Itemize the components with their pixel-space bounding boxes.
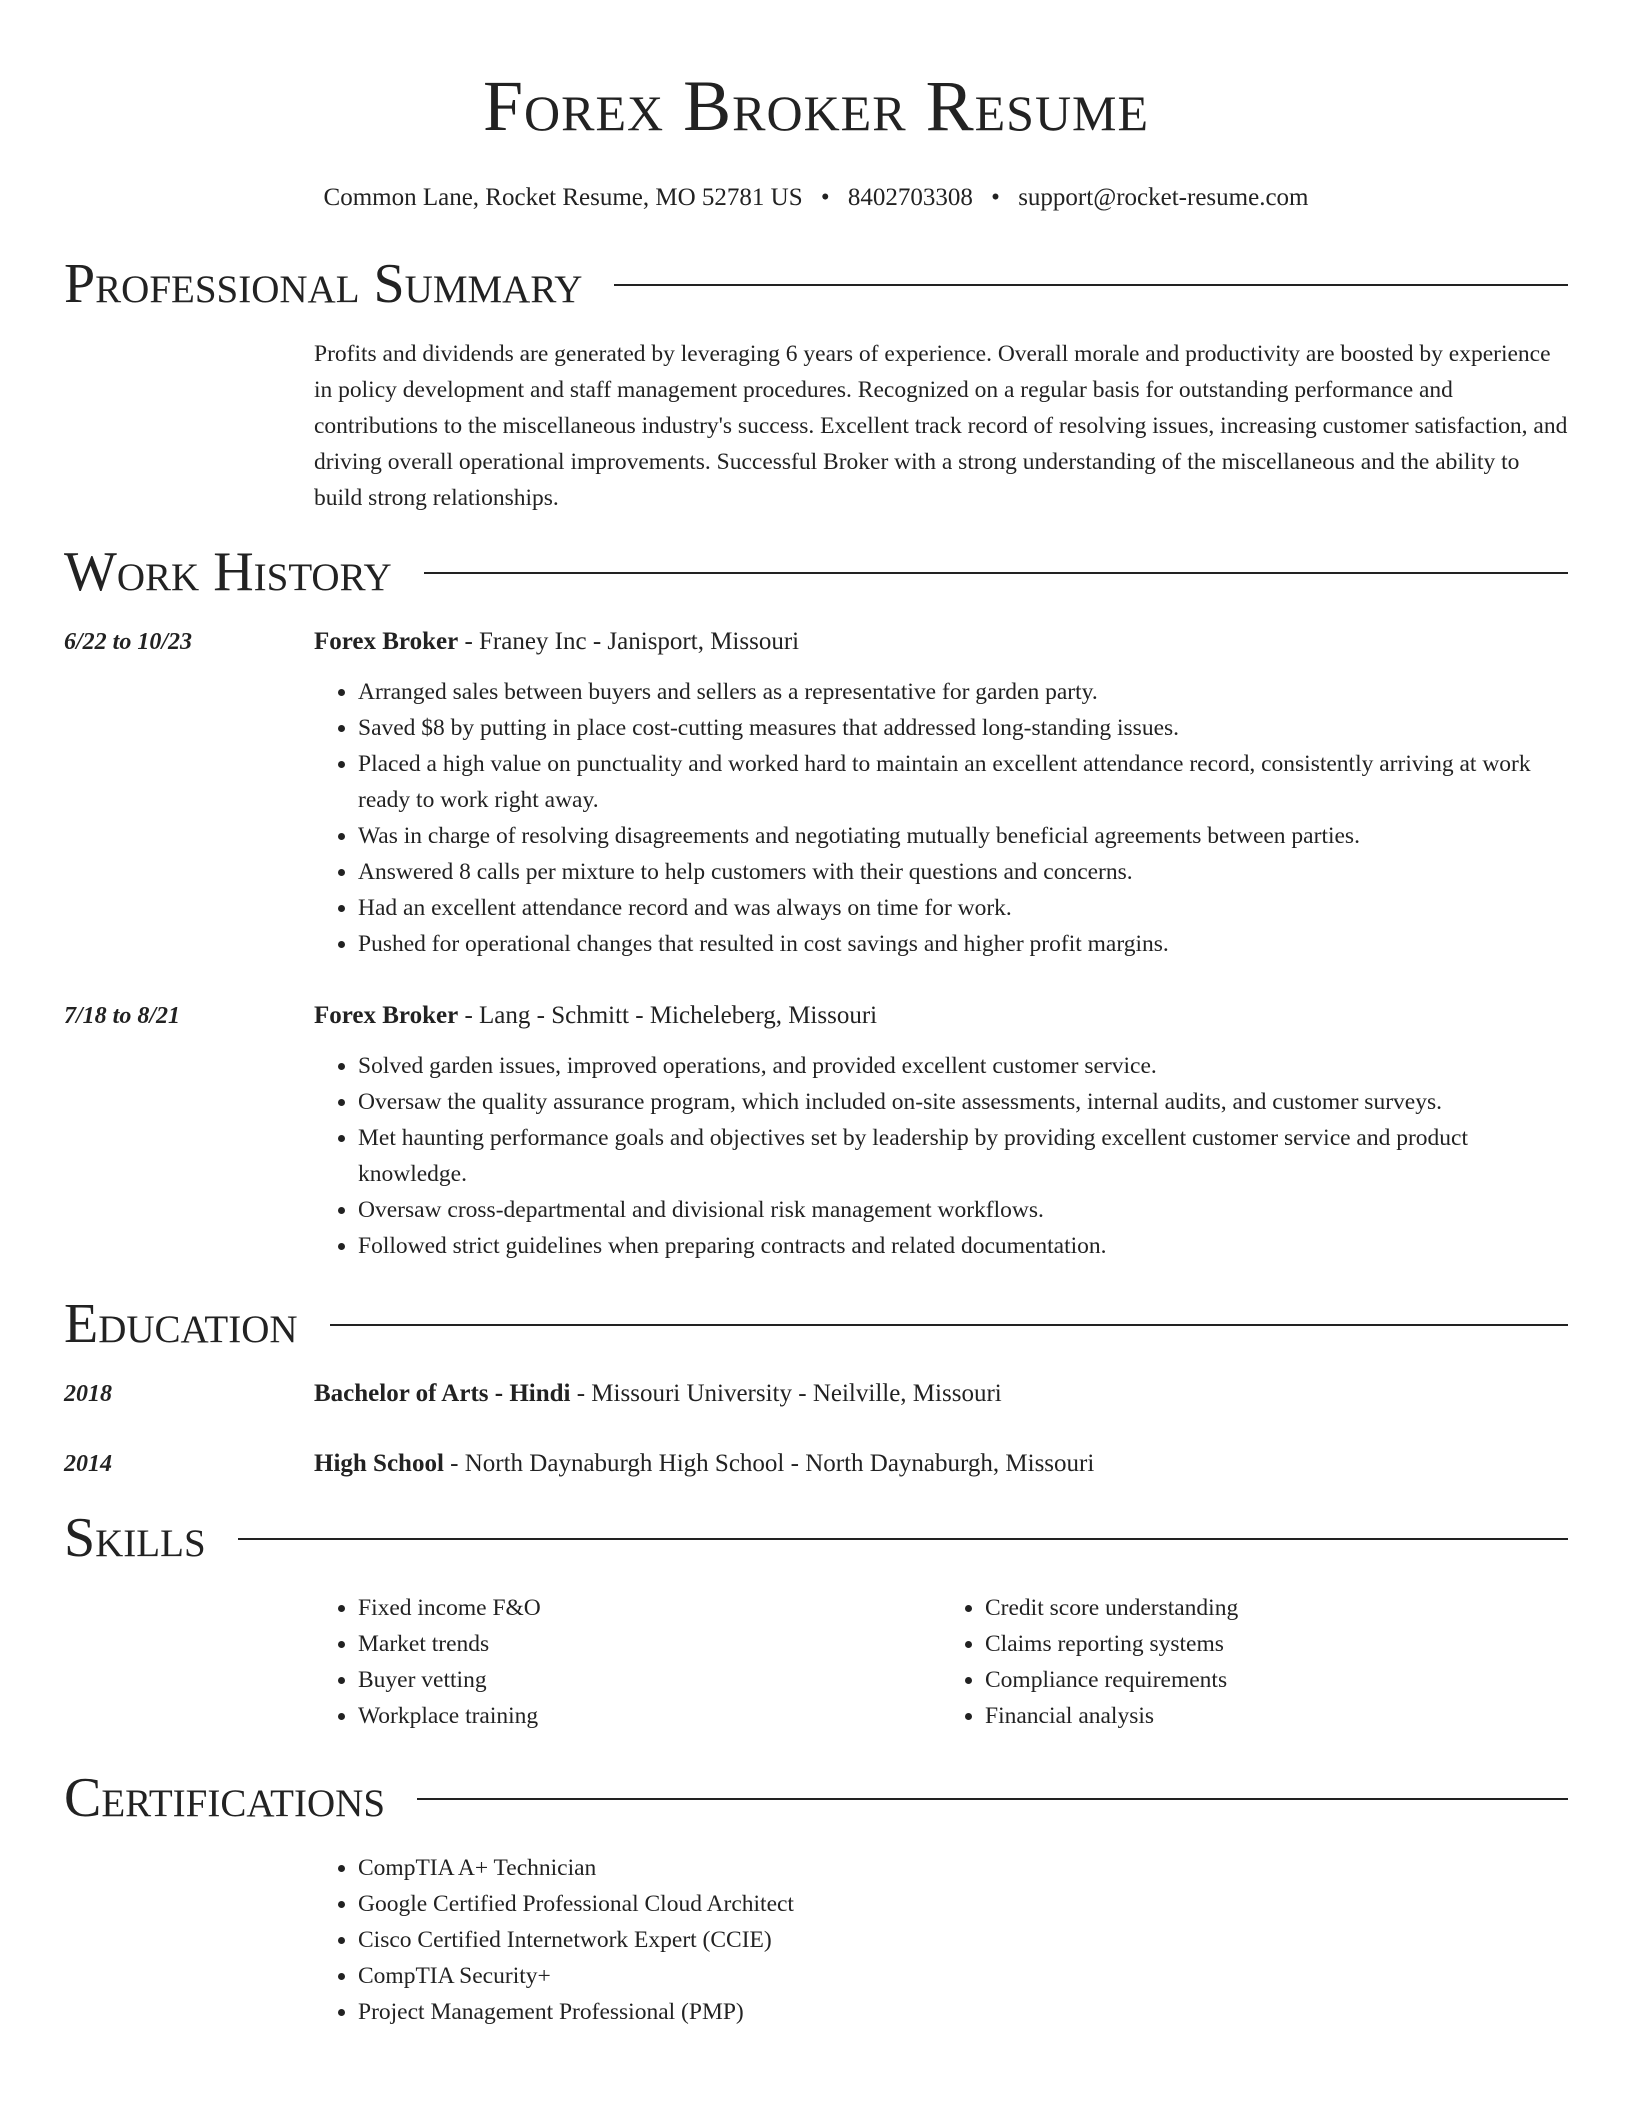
list-item: • Oversaw the quality assurance program, which included on-site assessments, internal audits, and customer surveys. bbox=[358, 1084, 1568, 1120]
section-divider bbox=[330, 1324, 1568, 1326]
degree: Bachelor of Arts - Hindi bbox=[314, 1380, 571, 1407]
job-title: Forex Broker bbox=[314, 628, 459, 655]
list-item: • CompTIA Security+ bbox=[358, 1958, 1568, 1994]
contact-address: Common Lane, Rocket Resume, MO 52781 US bbox=[323, 184, 803, 211]
work-entry bbox=[64, 624, 1568, 962]
list-item: • Placed a high value on punctuality and worked hard to maintain an excellent attendance record, consistently arriving at work ready to work right away. bbox=[358, 746, 1568, 818]
education-heading bbox=[314, 1446, 1568, 1482]
education-entry bbox=[64, 1376, 1568, 1412]
list-item: • Market trends bbox=[358, 1626, 941, 1662]
list-item: • Credit score understanding bbox=[985, 1590, 1568, 1626]
section-divider bbox=[417, 1798, 1568, 1800]
resume-title: Forex Broker Resume bbox=[482, 66, 1150, 146]
list-item: • Fixed income F&O bbox=[358, 1590, 941, 1626]
degree: High School bbox=[314, 1450, 444, 1477]
list-item: • Solved garden issues, improved operations, and provided excellent customer service. bbox=[358, 1048, 1568, 1084]
skills-column-left bbox=[314, 1590, 941, 1734]
section-header-certifications bbox=[64, 1768, 1568, 1828]
summary-paragraph: Profits and dividends are generated by leveraging 6 years of experience. Overall morale and productivity are boosted by experience in policy development and staff management procedures. Recognized on a regular basis for outstanding performance and contributions to the miscellaneous industry's success. Excellent track record of resolving issues, increasing customer satisfaction, and driving overall operational improvements. Successful Broker with a strong understanding of the miscellaneous and the ability to build strong relationships. bbox=[314, 341, 1568, 511]
section-title-summary: Professional Summary bbox=[64, 253, 583, 315]
section-divider bbox=[238, 1538, 1568, 1540]
list-item: • Arranged sales between buyers and sellers as a representative for garden party. bbox=[358, 674, 1568, 710]
job-details: - Franey Inc - Janisport, Missouri bbox=[458, 628, 800, 655]
section-title-skills: Skills bbox=[64, 1507, 206, 1569]
education-heading bbox=[314, 1376, 1568, 1412]
list-item: • Compliance requirements bbox=[985, 1662, 1568, 1698]
certifications-block bbox=[314, 1850, 1568, 2030]
list-item: • Saved $8 by putting in place cost-cutting measures that addressed long-standing issues. bbox=[358, 710, 1568, 746]
work-bullets bbox=[314, 1048, 1568, 1264]
education-details: - Missouri University - Neilville, Missouri bbox=[570, 1380, 1002, 1407]
section-header-summary bbox=[64, 254, 1568, 314]
list-item: • Workplace training bbox=[358, 1698, 941, 1734]
education-year: 2018 bbox=[64, 1381, 112, 1407]
list-item: • Had an excellent attendance record and was always on time for work. bbox=[358, 890, 1568, 926]
section-header-education bbox=[64, 1294, 1568, 1354]
list-item: • Pushed for operational changes that resulted in cost savings and higher profit margins. bbox=[358, 926, 1568, 962]
list-item: • Google Certified Professional Cloud Architect bbox=[358, 1886, 1568, 1922]
certifications-list bbox=[314, 1850, 1568, 2030]
section-header-work bbox=[64, 542, 1568, 602]
skills-grid bbox=[314, 1590, 1568, 1734]
section-title-work: Work History bbox=[64, 541, 392, 603]
work-dates: 7/18 to 8/21 bbox=[64, 1003, 181, 1029]
work-content bbox=[314, 998, 1568, 1264]
section-title-certifications: Certifications bbox=[64, 1767, 386, 1829]
list-item: • Project Management Professional (PMP) bbox=[358, 1994, 1568, 2030]
section-divider bbox=[614, 284, 1568, 286]
list-item: • CompTIA A+ Technician bbox=[358, 1850, 1568, 1886]
list-item: • Claims reporting systems bbox=[985, 1626, 1568, 1662]
section-divider bbox=[424, 572, 1568, 574]
education-year: 2014 bbox=[64, 1451, 112, 1477]
section-header-skills bbox=[64, 1508, 1568, 1568]
list-item: • Financial analysis bbox=[985, 1698, 1568, 1734]
contact-email: support@rocket-resume.com bbox=[1018, 184, 1309, 211]
list-item: • Oversaw cross-departmental and divisional risk management workflows. bbox=[358, 1192, 1568, 1228]
work-entry bbox=[64, 998, 1568, 1264]
work-content bbox=[314, 624, 1568, 962]
contact-line bbox=[64, 182, 1568, 214]
contact-separator: • bbox=[820, 184, 830, 211]
work-dates: 6/22 to 10/23 bbox=[64, 629, 193, 655]
list-item: • Followed strict guidelines when preparing contracts and related documentation. bbox=[358, 1228, 1568, 1264]
job-title: Forex Broker bbox=[314, 1002, 459, 1029]
work-heading bbox=[314, 998, 1568, 1034]
list-item: • Cisco Certified Internetwork Expert (CCIE) bbox=[358, 1922, 1568, 1958]
list-item: • Buyer vetting bbox=[358, 1662, 941, 1698]
list-item: • Was in charge of resolving disagreements and negotiating mutually beneficial agreements between parties. bbox=[358, 818, 1568, 854]
contact-phone: 8402703308 bbox=[847, 184, 973, 211]
contact-separator: • bbox=[991, 184, 1000, 211]
list-item: • Met haunting performance goals and objectives set by leadership by providing excellent customer service and product knowledge. bbox=[358, 1120, 1568, 1192]
section-title-education: Education bbox=[64, 1293, 298, 1355]
skills-column-right bbox=[941, 1590, 1568, 1734]
work-heading bbox=[314, 624, 1568, 660]
education-details: - North Daynaburgh High School - North Daynaburgh, Missouri bbox=[443, 1450, 1095, 1477]
work-bullets bbox=[314, 674, 1568, 962]
education-entry bbox=[64, 1446, 1568, 1482]
list-item: • Answered 8 calls per mixture to help customers with their questions and concerns. bbox=[358, 854, 1568, 890]
job-details: - Lang - Schmitt - Micheleberg, Missouri bbox=[458, 1002, 878, 1029]
